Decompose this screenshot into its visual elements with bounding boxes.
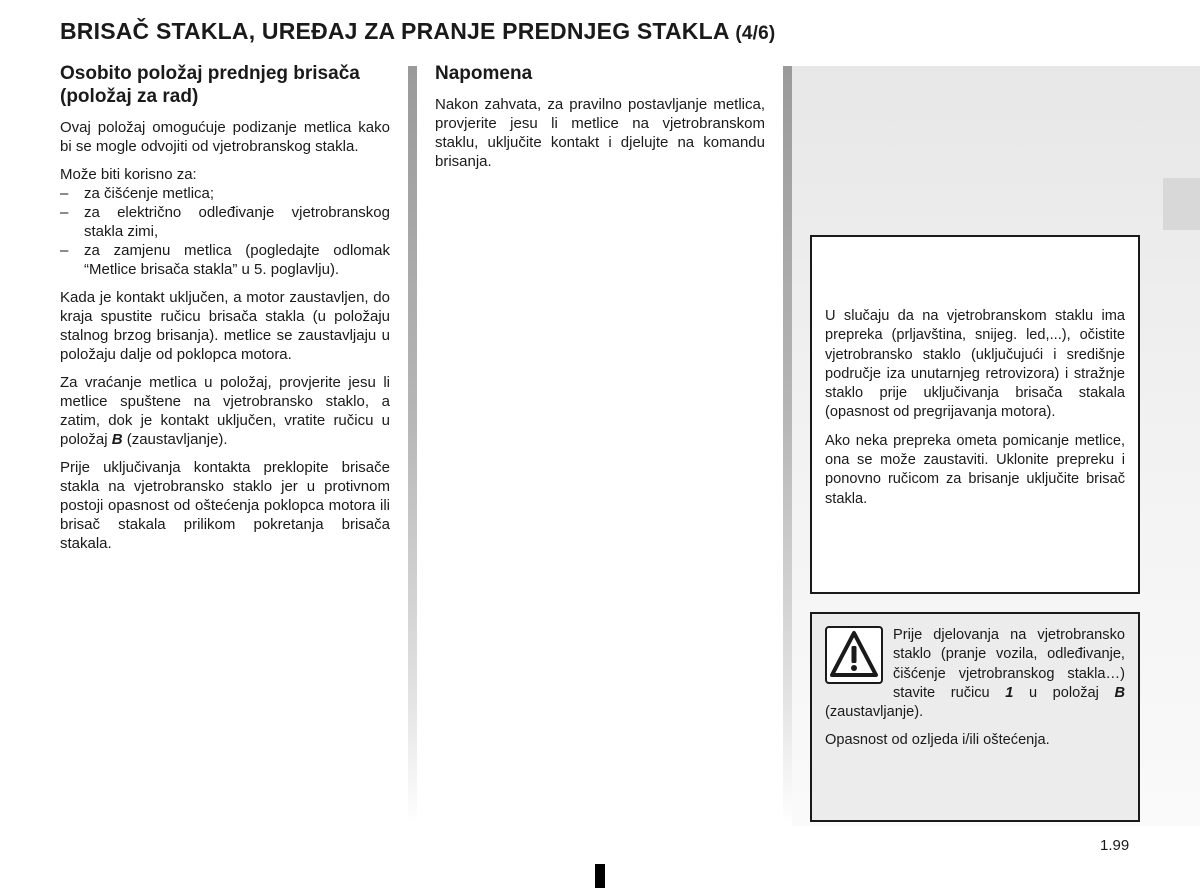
- warning-text-c: u položaj: [1013, 684, 1115, 701]
- paragraph-5: Prije uključivanja kontakta preklopite brisače stakla na vjetrobransko staklo jer u protivnom postoji opasnost od oštećenja poklopca motora ili brisač stakala prilikom pokretanja brisača stakala.: [60, 459, 390, 552]
- warning-triangle-icon: [825, 626, 883, 684]
- paragraph-1: Ovaj položaj omogućuje podizanje metlica kako bi se mogle odvojiti od vjetrobranskog stakla.: [60, 119, 390, 155]
- page-marker: [595, 864, 605, 888]
- section-heading: Osobito položaj prednjeg brisača (položaj za rad): [60, 63, 360, 107]
- page-part-indicator: (4/6): [735, 23, 776, 44]
- lever-number: 1: [1005, 684, 1014, 701]
- paragraph-4: [60, 373, 390, 449]
- page-title-text: BRISAČ STAKLA, UREĐAJ ZA PRANJE PREDNJEG STAKLA: [60, 18, 729, 44]
- page-number: 1.99: [1100, 837, 1130, 854]
- paragraph-3: Kada je kontakt uključen, a motor zaustavljen, do kraja spustite ručicu brisača stakla (u položaju stalnog brzog brisanja). metlice se zaustavljaju u položaju dalje od poklopca motora.: [60, 289, 390, 363]
- column-separator-left: [408, 66, 417, 826]
- warning-text-e: (zaustavljanje).: [825, 704, 924, 721]
- warning-text-a: Prije djelovanja na vjetrobransko staklo (pranje vozila, odleđivanje, čišćenje vjetrobranskog stakla…) stavite ručicu: [893, 627, 1125, 701]
- paragraph-4-a: Za vraćanje metlica u položaj, provjerite jesu li metlice spuštene na vjetrobransko staklo, a zatim, dok je kontakt uključen, vratite ručicu u položaj: [60, 374, 390, 448]
- list-item: – za električno odleđivanje vjetrobranskog stakla zimi,: [60, 203, 390, 241]
- page-title: [60, 18, 775, 45]
- list-item: – za čišćenje metlica;: [60, 184, 390, 203]
- column-separator-right: [783, 66, 792, 826]
- info-paragraph-2: Ako neka prepreka ometa pomicanje metlice, ona se može zaustaviti. Uklonite prepreku i ponovno ručicom za brisanje uključite brisač stakla.: [825, 432, 1125, 507]
- warning-paragraph-2: Opasnost od ozljeda i/ili oštećenja.: [825, 732, 1050, 749]
- warning-box: [810, 612, 1140, 822]
- column-note: [435, 62, 765, 180]
- note-heading: Napomena: [435, 63, 533, 84]
- position-b-label: B: [1114, 684, 1125, 701]
- list-item: – za zamjenu metlica (pogledajte odlomak “Metlice brisača stakla” u 5. poglavlju).: [60, 241, 390, 279]
- chapter-tab: [1163, 178, 1200, 230]
- paragraph-4-b: (zaustavljanje).: [122, 431, 228, 448]
- paragraph-2: Može biti korisno za:: [60, 166, 197, 183]
- info-box: [810, 235, 1140, 594]
- info-paragraph-1: U slučaju da na vjetrobranskom staklu ima prepreka (prljavština, snijeg. led,...), očistite vjetrobransko staklo (uključujući i središnje područje iza unutarnjeg retrovizora) i stražnje staklo prije uključivanja brisača stakala (opasnost od pregrijavanja motora).: [825, 308, 1125, 421]
- position-b-label: B: [111, 431, 123, 448]
- column-main: [60, 62, 390, 562]
- note-paragraph: Nakon zahvata, za pravilno postavljanje metlica, provjerite jesu li metlice na vjetrobranskom staklu, uključite kontakt i djelujte na komandu brisanja.: [435, 96, 765, 170]
- usage-list: [60, 184, 390, 279]
